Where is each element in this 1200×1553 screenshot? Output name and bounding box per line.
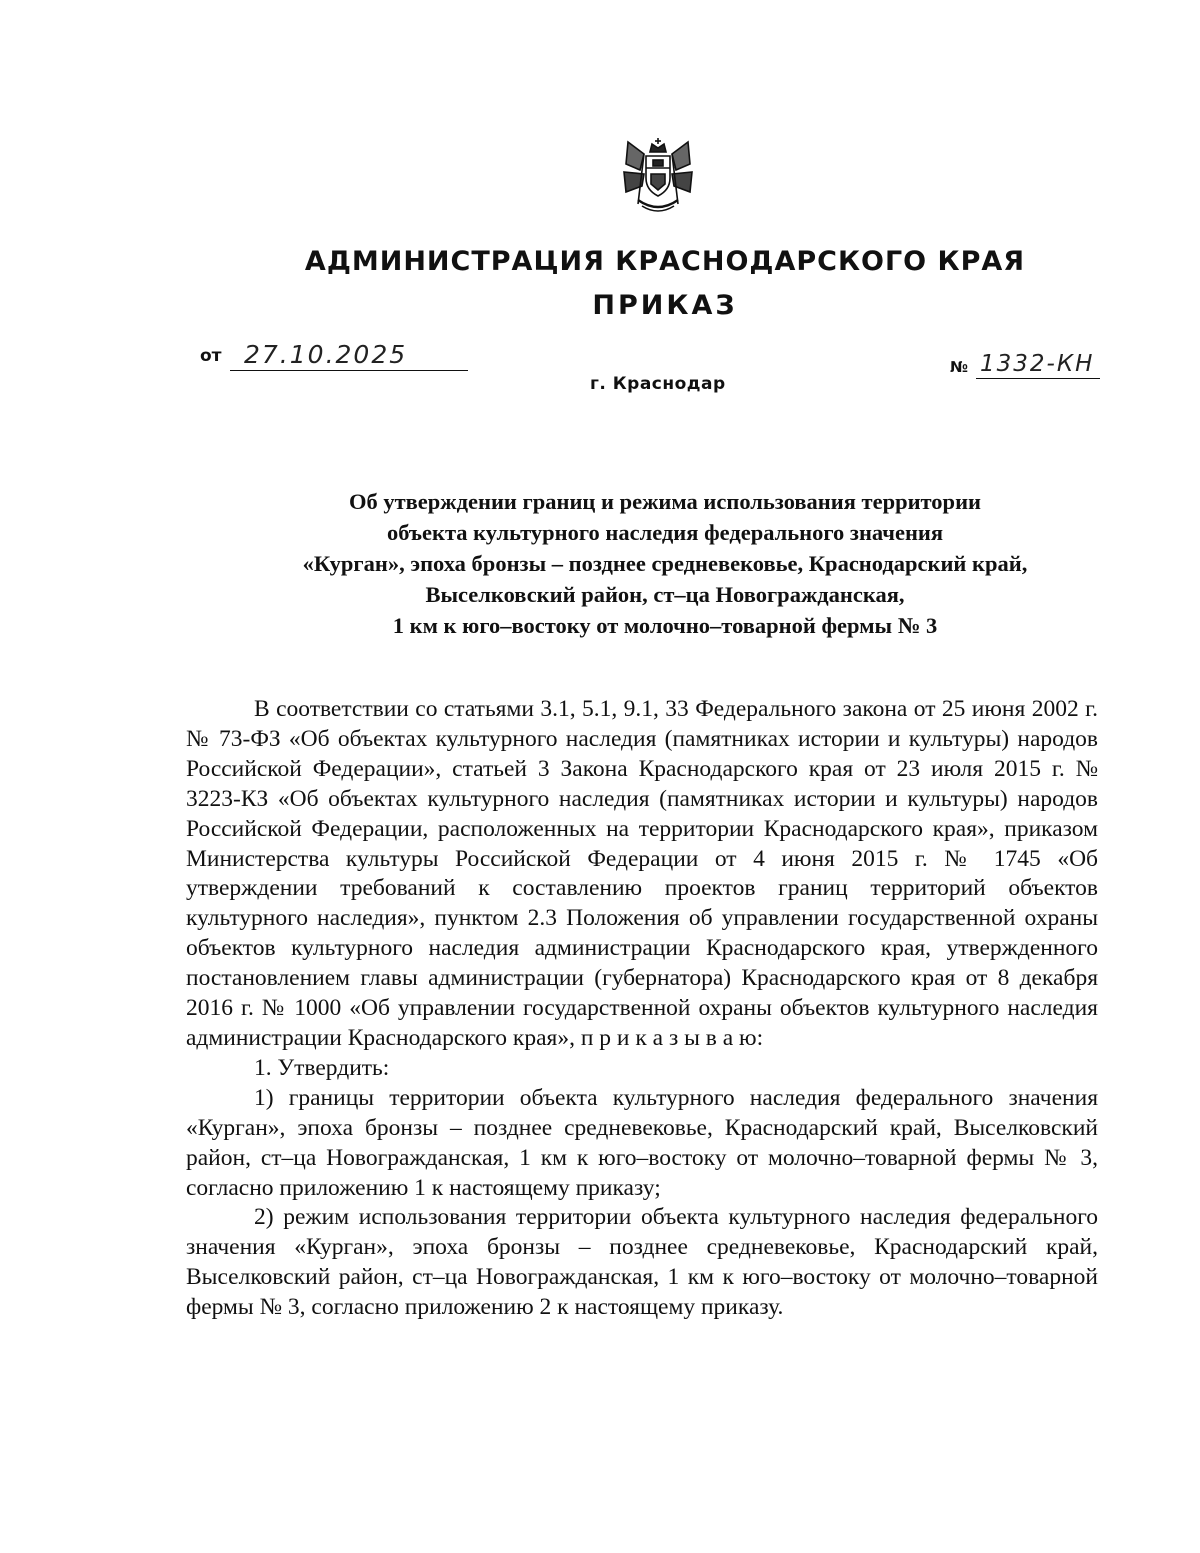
clause-heading: 1. Утвердить: — [254, 1054, 390, 1081]
number-underline — [976, 378, 1100, 379]
organization-name: АДМИНИСТРАЦИЯ КРАСНОДАРСКОГО КРАЯ — [304, 246, 1026, 277]
clause-item: 2) режим использования территории объекта культурного наследия федерального значения «Курган», эпоха бронзы – позднее средневековье, Краснодарский край, Выселковский район, ст–ца Новогражданская, 1 км к юго–востоку от молочно–товарной фермы № 3, согласно приложению 2 к настоящему приказу. — [186, 1204, 1098, 1321]
document-title — [130, 486, 1200, 641]
title-line: 1 км к юго–востоку от молочно–товарной фермы № 3 — [392, 613, 938, 638]
number-value: 1332-КН — [980, 351, 1095, 377]
clause-item: 1) границы территории объекта культурного наследия федерального значения «Курган», эпоха бронзы – позднее средневековье, Краснодарский край, Выселковский район, ст–ца Новогражданская, 1 км к юго–востоку от молочно–товарной фермы № 3, согласно приложению 1 к настоящему приказу; — [186, 1084, 1098, 1201]
preamble-paragraph: В соответствии со статьями 3.1, 5.1, 9.1, 33 Федерального закона от 25 июня 2002 г. № 73-ФЗ «Об объектах культурного наследия (памятниках истории и культуры) народов Российской Федерации», статьей 3 Закона Краснодарского края от 23 июля 2015 г. № 3223-КЗ «Об объектах культурного наследия (памятниках истории и культуры) народов Российской Федерации, расположенных на территории Краснодарского края», приказом Министерства культуры Российской Федерации от 4 июня 2015 г. № 1745 «Об утверждении требований к составлению проектов границ территорий объектов культурного наследия», пунктом 2.3 Положения об управлении государственной охраны объектов культурного наследия администрации Краснодарского края, утвержденного постановлением главы администрации (губернатора) Краснодарского края от 8 декабря 2016 г. № 1000 «Об управлении государственной охраны объектов культурного наследия администрации Краснодарского края», п р и к а з ы в а ю: — [186, 696, 1098, 1051]
date-underline — [230, 370, 468, 371]
document-body — [186, 695, 1098, 1323]
document-type: ПРИКАЗ — [592, 290, 738, 321]
date-label: от — [200, 346, 222, 366]
title-line: «Курган», эпоха бронзы – позднее средневековье, Краснодарский край, — [302, 551, 1028, 576]
coat-of-arms-icon — [616, 134, 700, 218]
city: г. Краснодар — [590, 374, 726, 394]
date-value: 27.10.2025 — [244, 340, 408, 369]
title-line: объекта культурного наследия федерального значения — [386, 520, 944, 545]
number-label: № — [950, 358, 969, 376]
title-line: Выселковский район, ст–ца Новогражданская, — [425, 582, 905, 607]
title-line: Об утверждении границ и режима использования территории — [348, 489, 982, 514]
